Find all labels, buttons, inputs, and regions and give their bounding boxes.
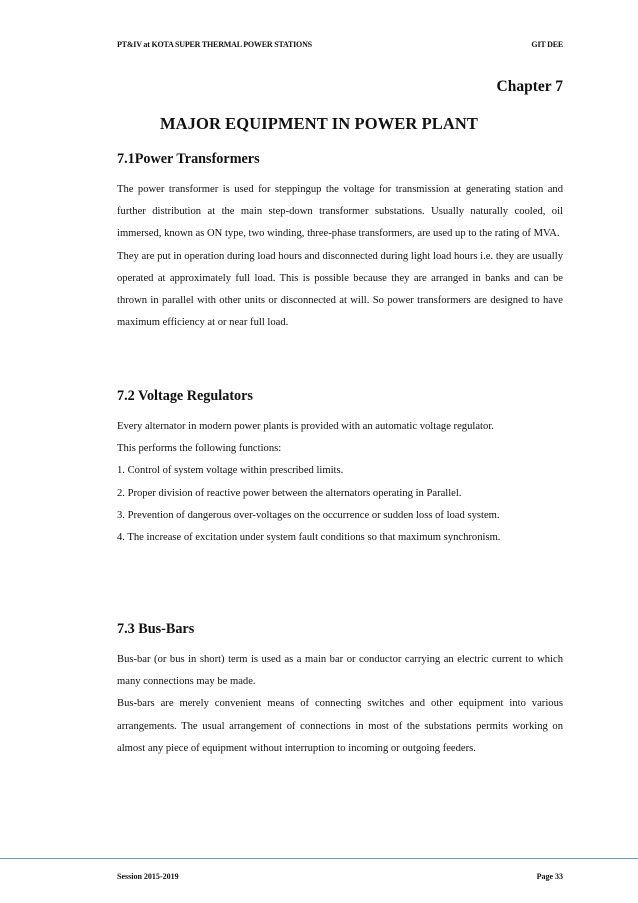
section-body-voltage-regulators	[117, 416, 563, 549]
list-item: 1. Control of system voltage within prescribed limits.	[117, 465, 344, 477]
paragraph: Bus-bars are merely convenient means of connecting switches and other equipment into various arrangements. The usual arrangement of connections in most of the substations permits working on almost any piece of equipment without interruption to incoming or outgoing feeders.	[117, 698, 563, 754]
paragraph: The power transformer is used for steppingup the voltage for transmission at generating station and further distribution at the main step-down transformer substations. Usually naturally cooled, oil immersed, known as ON type, two winding, three-phase transformers, are used up to the rating of MVA.	[117, 184, 563, 240]
section-heading-voltage-regulators: 7.2 Voltage Regulators	[117, 388, 253, 404]
list-item: 4. The increase of excitation under system fault conditions so that maximum synchronism.	[117, 532, 501, 544]
footer-page-number: Page 33	[536, 872, 563, 881]
page-title: MAJOR EQUIPMENT IN POWER PLANT	[159, 114, 479, 133]
paragraph: They are put in operation during load hours and disconnected during light load hours i.e. they are usually operated at approximately full load. This is possible because they are arranged in banks and can be thrown in parallel with other units or disconnected at will. So power transformers are designed to have maximum efficiency at or near full load.	[117, 250, 563, 329]
page-footer	[117, 872, 563, 886]
header-title: PT&IV at KOTA SUPER THERMAL POWER STATIONS	[117, 40, 312, 49]
paragraph: Every alternator in modern power plants is provided with an automatic voltage regulator.	[117, 421, 494, 432]
section-body-power-transformers	[117, 179, 563, 334]
paragraph: This performs the following functions:	[117, 443, 282, 455]
list-item: 2. Proper division of reactive power between the alternators operating in Parallel.	[117, 487, 462, 499]
chapter-label: Chapter 7	[496, 78, 563, 95]
page-header	[117, 40, 563, 54]
section-heading-power-transformers: 7.1Power Transformers	[117, 151, 260, 167]
footer-divider	[0, 858, 638, 859]
section-heading-bus-bars: 7.3 Bus-Bars	[117, 621, 195, 637]
section-body-bus-bars	[117, 649, 563, 760]
list-item: 3. Prevention of dangerous over-voltages on the occurrence or sudden loss of load system.	[117, 509, 500, 521]
header-department: GIT DEE	[531, 40, 563, 49]
footer-session: Session 2015-2019	[117, 872, 179, 881]
paragraph: Bus-bar (or bus in short) term is used as a main bar or conductor carrying an electric current to which many connections may be made.	[117, 654, 563, 688]
